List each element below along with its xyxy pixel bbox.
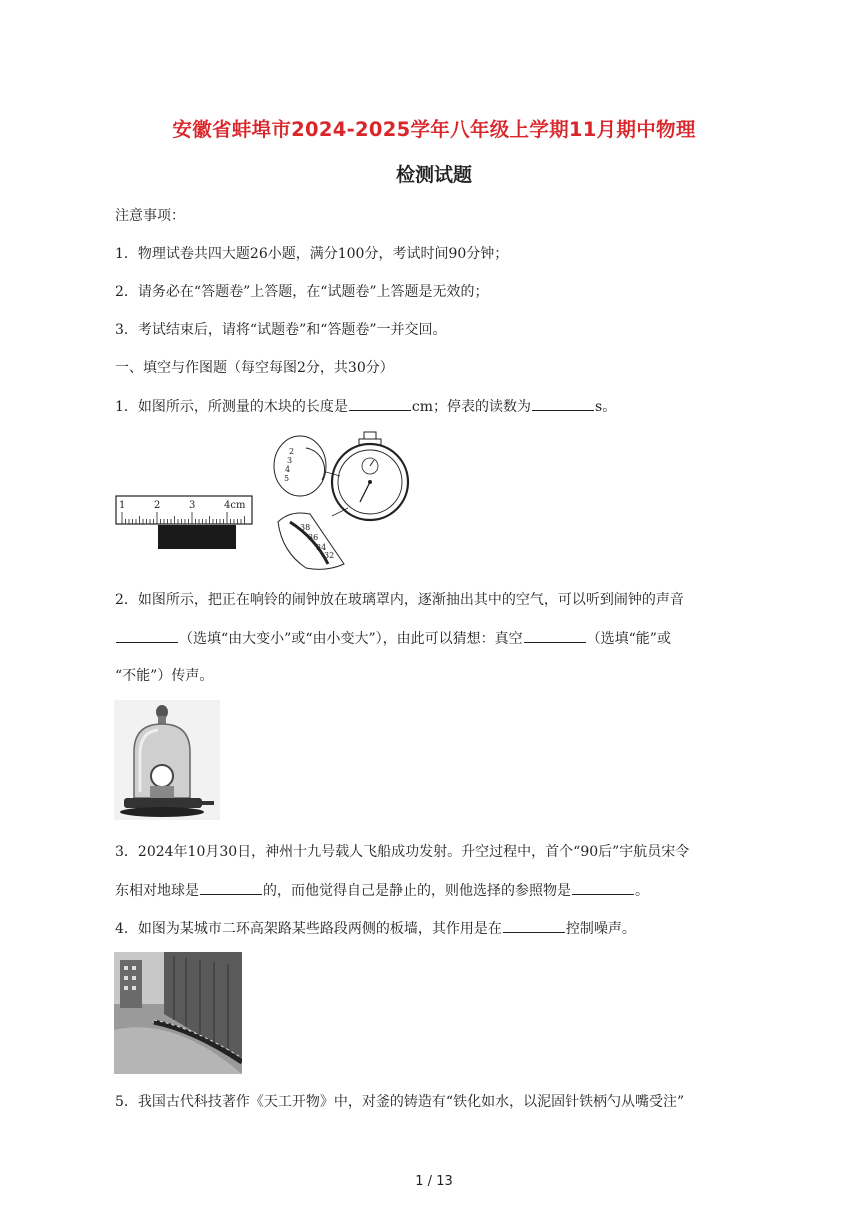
ruler-tick-2: 2 — [154, 500, 161, 511]
question-3-line-2 — [115, 880, 649, 901]
question-2-line-1: 2．如图所示，把正在响铃的闹钟放在玻璃罩内，逐渐抽出其中的空气，可以听到闹钟的声音 — [115, 592, 684, 608]
q2-blank-1 — [116, 628, 178, 643]
stopwatch-figure — [270, 430, 420, 572]
question-4 — [115, 918, 636, 939]
q3-text-c: 。 — [635, 883, 649, 899]
note-1: 1．物理试卷共四大题26小题，满分100分，考试时间90分钟； — [115, 246, 509, 262]
notes-heading: 注意事项： — [115, 208, 185, 224]
document-title: 安徽省蚌埠市2024-2025学年八年级上学期11月期中物理 — [172, 118, 696, 141]
question-3-line-1: 3．2024年10月30日，神州十九号载人飞船成功发射。升空过程中，首个“90后”宇航员宋令 — [115, 844, 690, 860]
sec-tick-32: 32 — [324, 551, 335, 560]
note-2: 2．请务必在“答题卷”上答题，在“试题卷”上答题是无效的； — [115, 284, 489, 300]
q1-blank-length — [349, 396, 411, 411]
document-subtitle: 检测试题 — [395, 164, 472, 186]
highway-barrier-figure — [114, 952, 242, 1074]
min-tick-5: 5 — [284, 474, 290, 483]
page-number — [0, 1174, 868, 1189]
question-5: 5．我国古代科技著作《天工开物》中，对釜的铸造有“铁化如水，以泥固针铁柄勺从嘴受注” — [115, 1094, 685, 1110]
q1-text-c: s。 — [595, 399, 617, 415]
min-tick-2: 2 — [289, 447, 295, 456]
wood-block — [158, 525, 236, 549]
section-heading: 一、填空与作图题（每空每图2分，共30分） — [115, 360, 394, 376]
q4-text-b: 控制噪声。 — [565, 921, 636, 937]
q2-blank-2 — [524, 628, 586, 643]
ruler-tick-1: 1 — [119, 500, 126, 511]
q1-blank-time — [532, 396, 594, 411]
min-tick-4: 4 — [285, 465, 291, 474]
note-3: 3．考试结束后，请将“试题卷”和“答题卷”一并交回。 — [115, 322, 447, 338]
ruler-figure — [114, 494, 256, 552]
q3-blank-1 — [200, 880, 262, 895]
q3-text-b: 的，而他觉得自己是静止的，则他选择的参照物是 — [263, 883, 571, 899]
bell-jar-figure — [114, 700, 220, 820]
min-tick-3: 3 — [287, 456, 293, 465]
ruler-tick-4: 4cm — [224, 500, 246, 511]
q2-text-b: （选填“能”或 — [586, 631, 671, 647]
q1-text-a: 1．如图所示，所测量的木块的长度是 — [115, 399, 348, 415]
q2-text-a: （选填“由大变小”或“由小变大”），由此可以猜想：真空 — [179, 631, 523, 647]
sec-tick-38: 38 — [300, 523, 311, 532]
sec-tick-36: 36 — [308, 533, 319, 542]
q4-text-a: 4．如图为某城市二环高架路某些路段两侧的板墙，其作用是在 — [115, 921, 502, 937]
page-current: 1 — [415, 1174, 424, 1189]
q3-text-a: 东相对地球是 — [115, 883, 199, 899]
q3-blank-2 — [572, 880, 634, 895]
page-separator: / — [427, 1174, 433, 1189]
q4-blank — [503, 918, 565, 933]
page-total: 13 — [436, 1174, 453, 1189]
ruler-tick-3: 3 — [189, 500, 196, 511]
sec-tick-34: 34 — [316, 543, 327, 552]
question-1 — [115, 396, 616, 417]
question-2-line-3: “不能”）传声。 — [115, 668, 214, 684]
q1-text-b: cm；停表的读数为 — [411, 399, 532, 415]
question-2-line-2 — [115, 628, 671, 649]
